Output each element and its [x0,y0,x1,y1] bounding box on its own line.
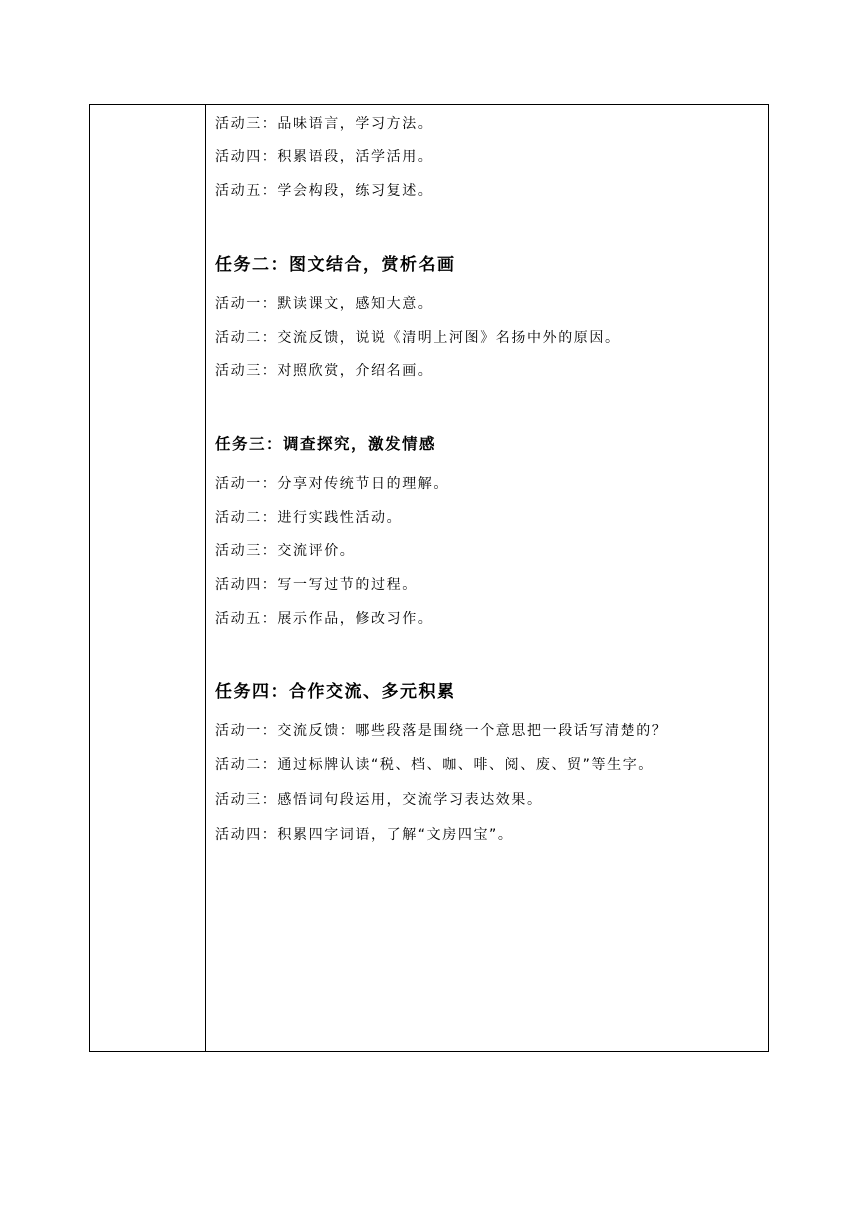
activity-line: 活动二：进行实践性活动。 [215,510,403,526]
lesson-plan-table [89,104,769,1052]
activity-line: 活动一：分享对传统节日的理解。 [215,476,449,492]
activity-line: 活动三：交流评价。 [215,543,356,559]
activity-line: 活动一：交流反馈：哪些段落是围绕一个意思把一段话写清楚的？ [215,723,668,739]
activity-line: 活动三：感悟词句段运用，交流学习表达效果。 [215,792,543,808]
activity-line: 活动三：品味语言，学习方法。 [215,116,434,132]
activity-line: 活动一：默读课文，感知大意。 [215,296,434,312]
activity-line: 活动四：积累语段，活学活用。 [215,149,434,165]
task-heading: 任务三：调查探究，激发情感 [215,435,437,453]
activity-line: 活动二：交流反馈，说说《清明上河图》名扬中外的原因。 [215,330,621,346]
activity-line: 活动五：学会构段，练习复述。 [215,183,434,199]
activity-line: 活动四：写一写过节的过程。 [215,577,418,593]
activity-line: 活动五：展示作品，修改习作。 [215,611,434,627]
activity-line: 活动四：积累四字词语，了解“文房四宝”。 [215,827,514,843]
column-divider [205,105,206,1051]
task-heading: 任务四：合作交流、多元积累 [215,682,456,702]
activity-line: 活动三：对照欣赏，介绍名画。 [215,363,434,379]
activity-line: 活动二：通过标牌认读“税、档、咖、啡、阅、废、贸”等生字。 [215,757,654,773]
task-heading: 任务二：图文结合，赏析名画 [215,255,456,275]
